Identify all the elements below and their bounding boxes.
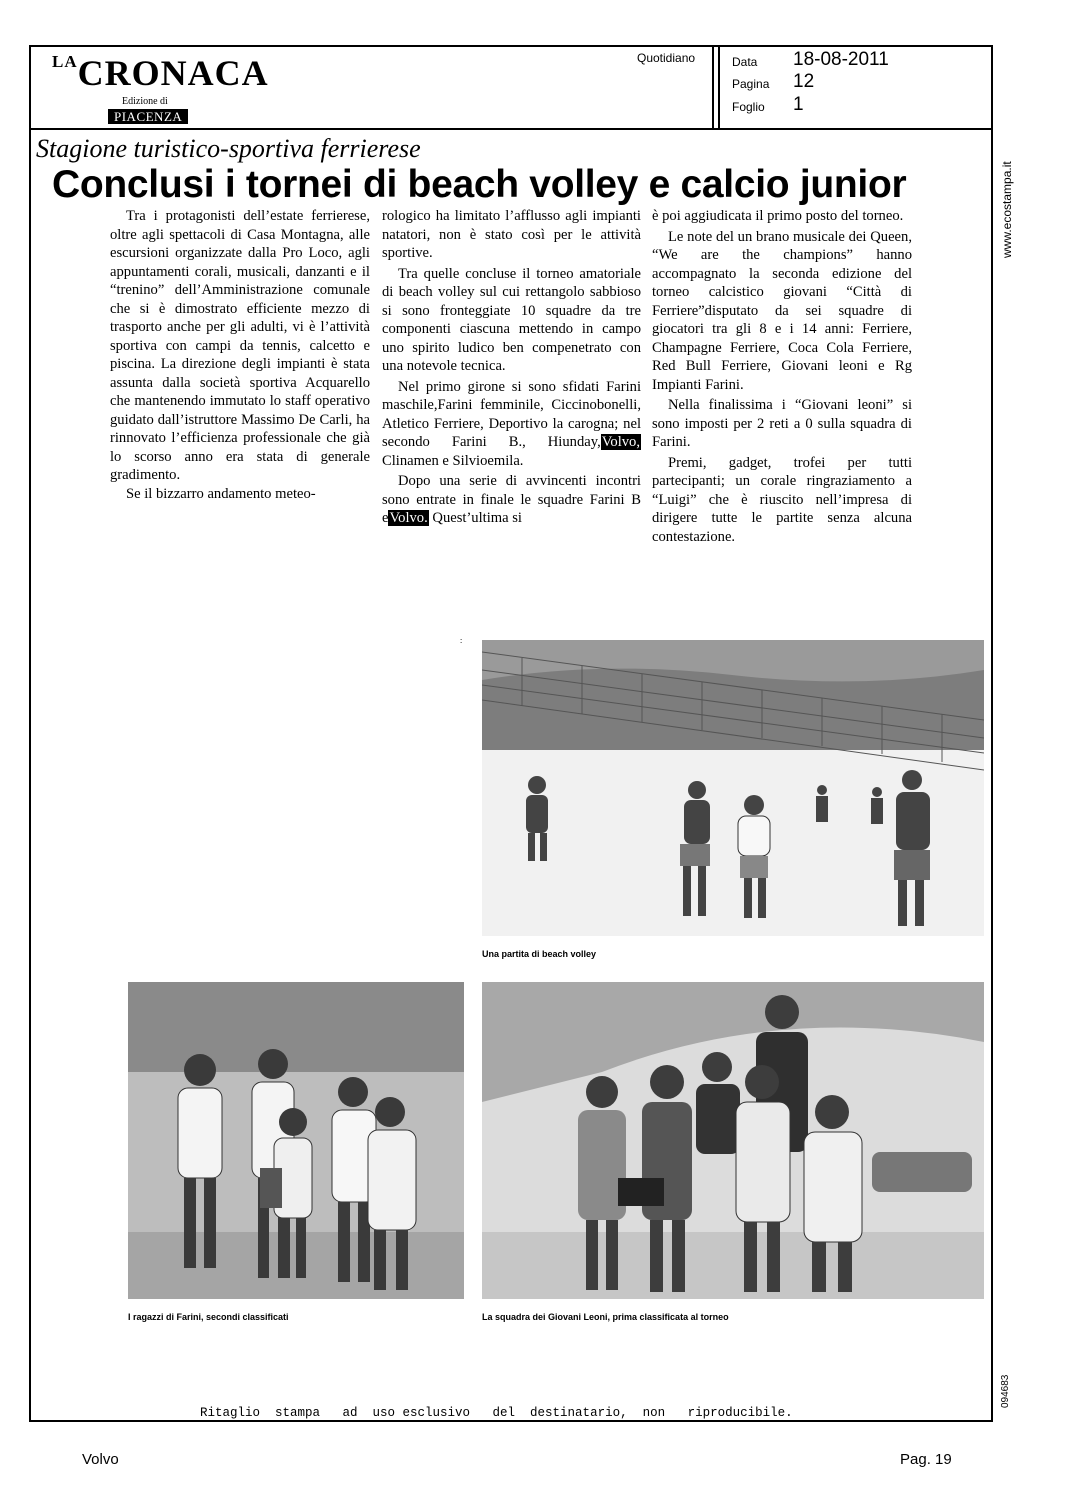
article-column-2 — [382, 207, 641, 528]
frame-border-right — [991, 130, 993, 1420]
frame-border-left — [29, 130, 31, 1420]
col2-text: Dopo una serie di avvincenti incontri sono entrate in finale le squadre Farini B e — [382, 473, 641, 526]
masthead-title — [52, 52, 269, 94]
article-column-3 — [652, 207, 912, 546]
giovani-leoni-photo — [482, 982, 984, 1299]
masthead-edition-city: PIACENZA — [108, 109, 188, 124]
side-code — [998, 1360, 1014, 1410]
beach-volley-photo — [482, 640, 984, 936]
sheet-value: 1 — [793, 94, 804, 115]
masthead-name: CRONACA — [77, 53, 269, 93]
giovani-leoni-caption: La squadra dei Giovani Leoni, prima classificata al torneo — [482, 1312, 729, 1322]
masthead-logo — [52, 52, 269, 127]
col3-paragraph: Le note del un brano musicale dei Queen, “We are the champions” hanno accompagnato la seconda edizione del torneo calcistico giovani “Città di Ferriere”disputato da sei squadre di giocatori tra gli 8 e i 14 anni: Ferriere, Champagne Ferriere, Coca Cola Ferriere, Red Bull Ferriere, Giovani leoni e Rg Impianti Farini. — [652, 228, 912, 393]
clipping-disclaimer: Ritaglio stampa ad uso esclusivo del destinatario, non riproducibile. — [200, 1406, 793, 1420]
photo-mark: : — [460, 636, 463, 645]
col2-paragraph — [382, 472, 641, 528]
farini-team-caption: I ragazzi di Farini, secondi classificati — [128, 1312, 289, 1322]
col3-paragraph: Nella finalissima i “Giovani leoni” si sono imposti per 2 reti a 0 sulla squadra di Farini. — [652, 397, 912, 450]
col1-paragraph: Se il bizzarro andamento meteo- — [126, 485, 316, 502]
footer-client: Volvo — [82, 1451, 119, 1468]
page-label: Pagina — [732, 77, 770, 91]
col2-text: Clinamen e Silvioemila. — [382, 452, 524, 469]
col2-paragraph — [382, 378, 641, 471]
article-headline: Conclusi i tornei di beach volley e calcio junior — [52, 163, 907, 206]
highlight-volvo: Volvo. — [389, 510, 428, 526]
header-divider — [718, 45, 720, 130]
masthead-la: LA — [52, 52, 78, 71]
page-value: 12 — [793, 71, 815, 92]
header-divider — [712, 45, 714, 130]
giovani-leoni-illustration — [482, 982, 984, 1299]
footer-page-number: Pag. 19 — [900, 1451, 952, 1468]
col2-text: Nel primo girone si sono sfidati Farini maschile,Farini femminile, Ciccinobonelli, Atletico Ferriere, Deportivo la carogna; nel secondo Farini B., Hiunday, — [382, 378, 641, 450]
article-column-1 — [110, 207, 370, 503]
side-website — [998, 140, 1014, 260]
col2-text: Quest’ultima si — [428, 510, 522, 526]
side-website-text: www.ecostampa.it — [1000, 161, 1014, 258]
farini-team-illustration — [128, 982, 464, 1299]
farini-team-photo — [128, 982, 464, 1299]
col2-paragraph: Tra quelle concluse il torneo amatoriale di beach volley sul cui rettangolo sabbioso si sono fronteggiate 10 squadre da tre componenti ciascuna mettendo in campo uno spirito ludico ben compenetrato con una notevole tecnica. — [382, 265, 641, 374]
side-code-text: 094683 — [1000, 1374, 1011, 1408]
col2-paragraph: rologico ha limitato l’afflusso agli impianti natatori, non è stato così per le attività sportive. — [382, 208, 641, 261]
publication-type: Quotidiano — [637, 51, 696, 65]
col3-paragraph: Premi, gadget, trofei per tutti partecipanti; un corale ringraziamento a “Luigi” che è riuscito nell’impresa di dirigere tutte le partite senza alcuna contestazione. — [652, 454, 912, 545]
col1-paragraph: Tra i protagonisti dell’estate ferrierese, oltre agli spettacoli di Casa Montagna, alle escursioni organizzate dalla Pro Loco, agli appuntamenti corali, musicali, danzanti e il “trenino” dell’Amministrazione comunale che si è dimostrato efficiente mezzo di trasporto anche per gli adulti, vi è l’attività sportiva con campi da tennis, calcetto e piscina. La direzione degli impianti è stata assunta dalla società sportiva Acquarello che mantenendo immutato lo staff operativo guidato dall’istruttore Massimo De Carli, ha rinnovato l’efficienza professionale che già lo scorso anno era stata di generale gradimento. — [110, 208, 370, 483]
masthead-edition-label: Edizione di — [122, 96, 168, 107]
col3-paragraph: è poi aggiudicata il primo posto del torneo. — [652, 208, 904, 224]
article-kicker: Stagione turistico-sportiva ferrierese — [36, 134, 421, 163]
date-value: 18-08-2011 — [793, 49, 889, 70]
highlight-volvo: Volvo, — [601, 434, 640, 450]
frame-border-bottom — [29, 1420, 993, 1422]
beach-volley-illustration — [482, 640, 984, 936]
sheet-label: Foglio — [732, 100, 765, 114]
beach-volley-caption: Una partita di beach volley — [482, 949, 597, 959]
date-label: Data — [732, 55, 758, 69]
